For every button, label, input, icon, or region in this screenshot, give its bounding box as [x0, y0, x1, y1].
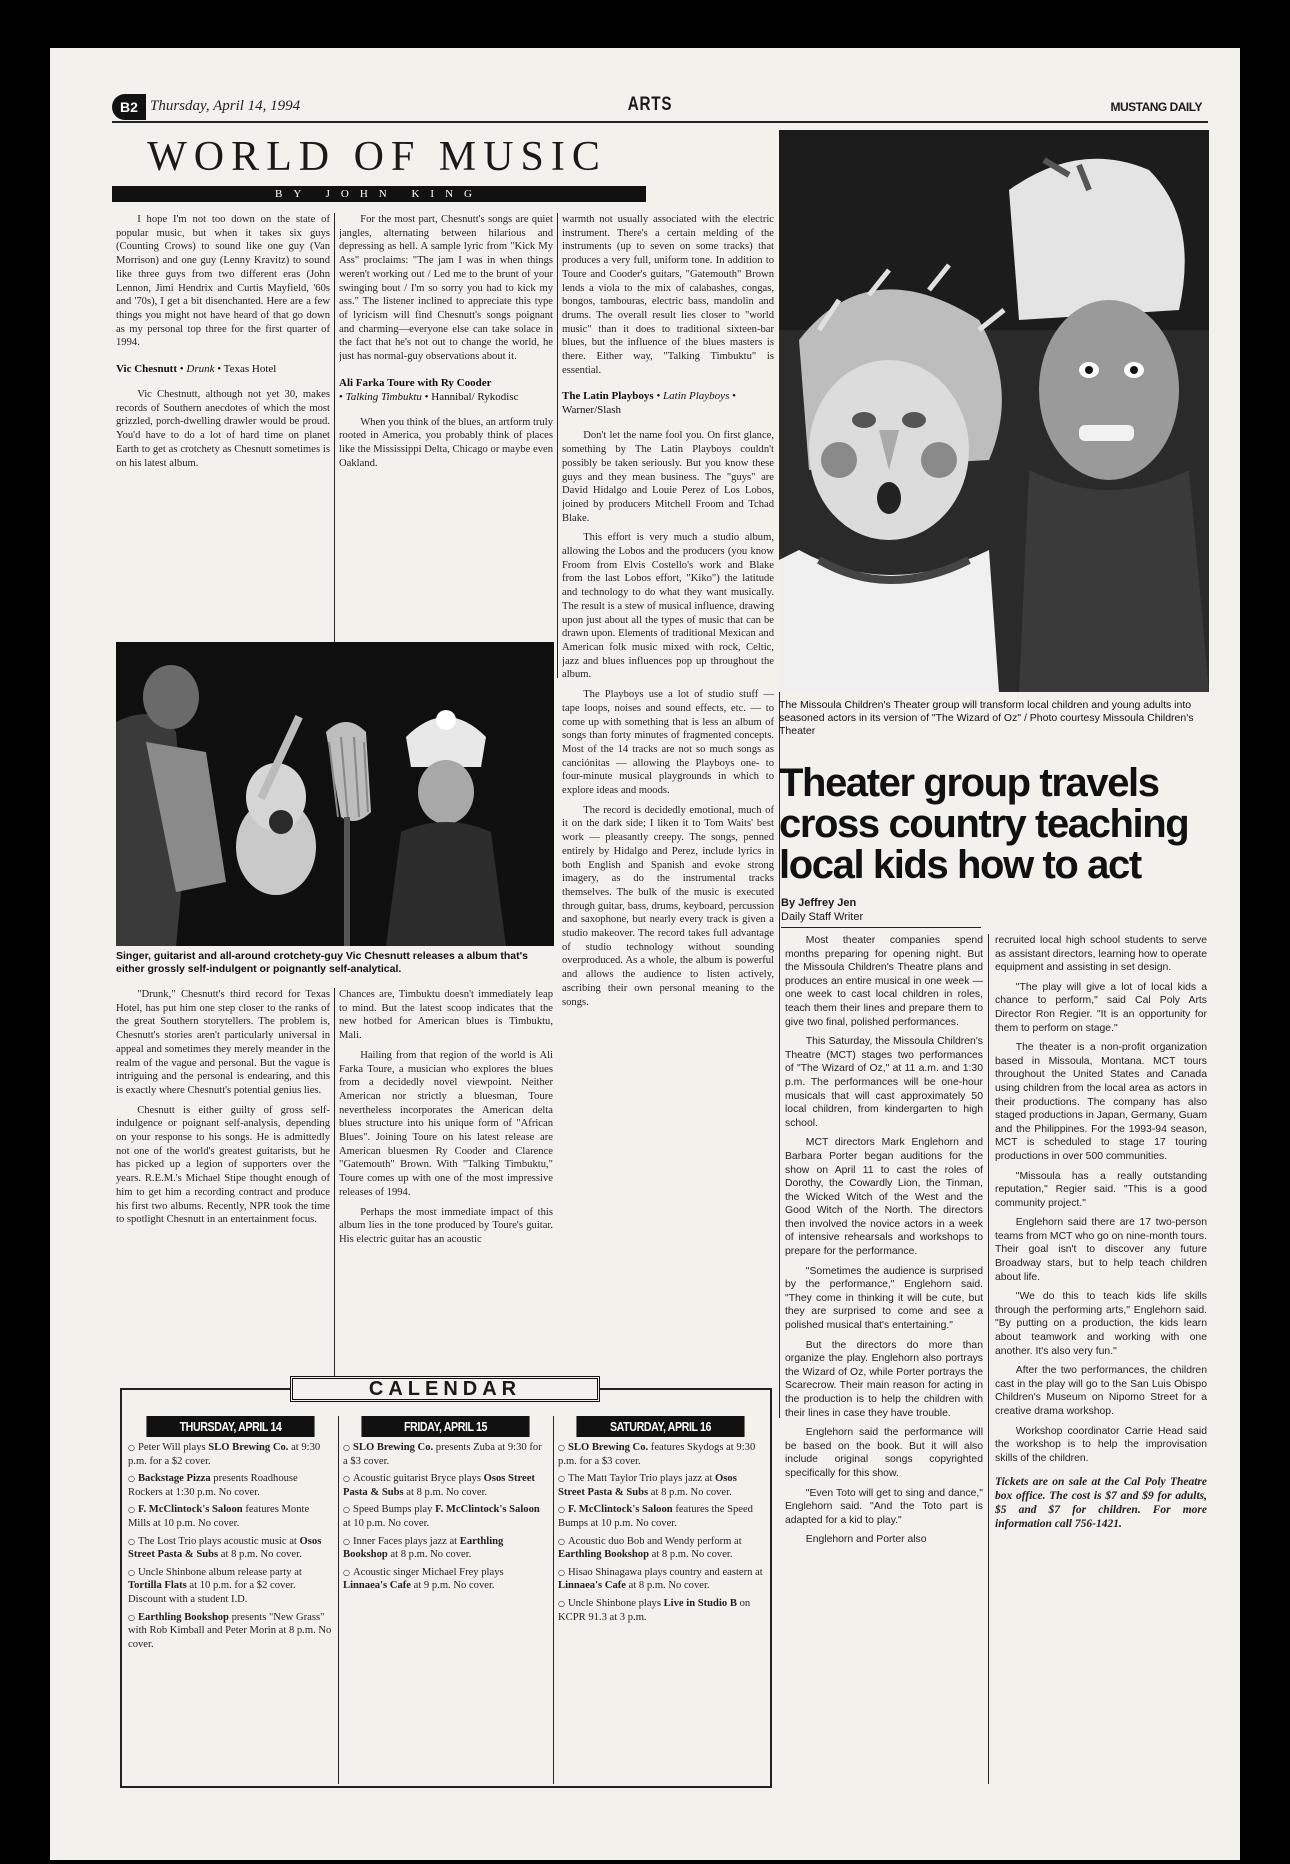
listing-pre: Acoustic singer Michael Frey plays	[352, 1566, 504, 1578]
column-rule	[557, 213, 558, 678]
body-paragraph: warmth not usually associated with the electric instrument. There's a certain melding of the instruments (up to seven on some tracks) that produces a very full, uniform tone. In addition to Toure and Cooder's guitars, "Gatemouth" Brown lends a viola to the mix of calabashes, congas, bongos, tambouras, electric bass, mandolin and drums. The overall result lies closer to "world music" than it does to traditional sixteen-bar blues, but the influence of the blues masters is there. Either way, "Talking Timbuktu" is essential.	[562, 214, 774, 376]
listing-post: features Skydogs at 9:30 p.m. for a $3 cover.	[558, 1442, 756, 1467]
calendar-day-heading: SATURDAY, APRIL 16	[576, 1416, 744, 1437]
calendar-day-heading: FRIDAY, APRIL 15	[361, 1416, 529, 1437]
listing-venue: Earthling Bookshop	[558, 1549, 649, 1561]
theater-byline	[781, 896, 981, 924]
review-heading: Vic Chesnutt • Drunk • Texas Hotel	[116, 363, 277, 376]
listing-venue: F. McClintock's Saloon	[567, 1504, 673, 1516]
listing-post: presents "New Grass" with Rob Kimball and Peter Morin at 8 p.m. No cover.	[128, 1611, 332, 1650]
bullet-icon: ○	[343, 1567, 350, 1577]
calendar-day-saturday	[558, 1416, 763, 1784]
calendar-listing	[558, 1472, 763, 1499]
listing-post: at 8 p.m. No cover.	[403, 1486, 488, 1498]
review-artist: Ali Farka Toure with Ry Cooder	[339, 376, 492, 389]
body-paragraph: Englehorn said there are 17 two-person teams from MCT who go on nine-month tours. Their goal isn't to discover any future Broadway stars, but to help teach children about life.	[995, 1217, 1207, 1283]
ticket-info: Tickets are on sale at the Cal Poly Theatre box office. The cost is $7 and $9 for adults, $5 and $7 for children. For more information call 756-1421.	[995, 1476, 1207, 1531]
calendar-listing	[558, 1566, 763, 1593]
body-paragraph: The theater is a non-profit organization based in Missoula, Montana. MCT tours throughout the United States and Canada using children from the local area as actors in their productions. The company has also staged productions in Japan, Germany, Guam and the Philippines. For the 1993-94 season, MCT is scheduled to stage 17 touring productions in over 500 communities.	[995, 1042, 1207, 1162]
calendar-listing	[128, 1441, 333, 1468]
listing-post: at 10 p.m. No cover.	[343, 1517, 430, 1529]
body-paragraph: Chesnutt is either guilty of gross self-indulgence or poignant self-analysis, depending on your response to his songs. He is admittedly not one of the world's greatest guitarists, but he has picked up a legion of supporters over the years. R.E.M.'s Michael Stipe thought enough of him to get him a recording contract and produce his first two albums. Recently, NPR took the time to spotlight Chesnutt in an entertainment focus.	[116, 1104, 330, 1226]
review-album: Latin Playboys	[663, 390, 730, 403]
review-label: Texas Hotel	[223, 363, 277, 376]
body-paragraph: After the two performances, the children cast in the play will go to the San Luis Obispo Children's Museum on Nipomo Street for a creative drama workshop.	[995, 1365, 1207, 1417]
bullet-icon: ○	[128, 1612, 135, 1622]
review-album: Talking Timbuktu	[345, 390, 422, 403]
article-title: WORLD OF MUSIC	[147, 134, 607, 180]
listing-post: presents Zuba at 9:30 for a $3 cover.	[343, 1442, 542, 1467]
calendar-listing	[558, 1597, 763, 1624]
theater-column-1	[785, 934, 983, 1794]
body-paragraph: "Missoula has a really outstanding reputation," Regier said. "This is a good community project."	[995, 1170, 1207, 1209]
review-artist: Vic Chesnutt	[116, 363, 178, 376]
listing-venue: F. McClintock's Saloon	[137, 1504, 243, 1516]
listing-pre: The Lost Trio plays acoustic music at	[137, 1535, 300, 1547]
listing-post: at 10 p.m. for a $2 cover. Discount with a student I.D.	[128, 1580, 296, 1605]
wom-lower-column-2	[339, 988, 553, 1424]
listing-venue: Live in Studio B	[663, 1597, 737, 1609]
listing-post: at 8 p.m. No cover.	[625, 1580, 710, 1592]
listing-post: at 9 p.m. No cover.	[410, 1580, 495, 1592]
bullet-icon: ○	[128, 1443, 135, 1452]
body-paragraph: I hope I'm not too down on the state of popular music, but when it takes six guys (Counting Crows) to sound like one guy (Van Morrison) and one guy (Lenny Kravitz) to sound like three guys from two different eras (John Lennon, Jimi Hendrix and Curtis Mayfield, '60s and '70s), I get a bit disenchanted. Here are a few things you might not have heard of that go down as my personal top three for the first quarter of 1994.	[116, 214, 330, 349]
bullet-icon: ○	[128, 1474, 135, 1484]
bullet-icon: ○	[558, 1536, 565, 1546]
calendar-day-thursday	[128, 1416, 333, 1784]
listing-post: on KCPR 91.3 at 3 p.m.	[558, 1597, 751, 1623]
body-paragraph: recruited local high school students to serve as assistant directors, learning how to operate equipment and assisting in set design.	[995, 935, 1207, 974]
listing-venue: SLO Brewing Co.	[208, 1442, 289, 1453]
bullet-icon: ○	[128, 1505, 135, 1515]
calendar-listing	[128, 1472, 333, 1499]
calendar-day-heading: THURSDAY, APRIL 14	[146, 1416, 314, 1437]
body-paragraph: This Saturday, the Missoula Children's Theatre (MCT) stages two performances of "The Wizard of Oz," at 11 a.m. and 1:30 p.m. The performances will be one-hour musicals that will cast approximately 50 local children, from kindergarten to high school.	[785, 1036, 983, 1129]
theater-column-2	[995, 934, 1207, 1794]
byline-title: Daily Staff Writer	[781, 911, 864, 923]
listing-pre: Hisao Shinagawa plays country and eastern at	[567, 1566, 763, 1578]
listing-pre: The Matt Taylor Trio plays jazz at	[567, 1473, 716, 1485]
column-rule	[334, 213, 335, 678]
column-rule	[334, 988, 335, 1422]
bullet-icon: ○	[128, 1567, 135, 1577]
wom-lower-column-1	[116, 988, 330, 1424]
calendar-listing	[558, 1441, 763, 1468]
listing-pre: Speed Bumps play	[352, 1504, 436, 1516]
page-number-badge	[112, 94, 146, 120]
calendar-listing	[343, 1503, 548, 1530]
body-paragraph: This effort is very much a studio album, allowing the Lobos and the producers (you know Froom from Elvis Costello's work and Blake from the last Lobos effort, "Kiko") the latitude and technology to do what they want musically. The result is a stew of musical influence, drawing upon just about all the types of music that can be drawn upon. Elements of traditional Mexican and American folk music mixed with rock, Celtic, jazz and blues influences pop up throughout the album.	[562, 532, 774, 681]
bullet-icon: ○	[128, 1536, 135, 1546]
listing-pre: Acoustic guitarist Bryce plays	[352, 1473, 484, 1485]
listing-pre: Uncle Shinbone plays	[567, 1597, 664, 1609]
calendar-listing	[558, 1535, 763, 1562]
masthead-rule	[112, 121, 1208, 123]
listing-venue: Backstage Pizza	[137, 1473, 211, 1485]
listing-post: at 8 p.m. No cover.	[218, 1549, 302, 1561]
calendar-listing	[128, 1503, 333, 1530]
listing-venue: F. McClintock's Saloon	[435, 1504, 540, 1516]
bullet-icon: ○	[558, 1443, 565, 1452]
body-paragraph: The record is decidedly emotional, much of it on the dark side; I liken it to Tom Waits' best work — pleasantly creepy. The songs, penned entirely by Hidalgo and Perez, include lyrics in both English and Spanish and evoke strong imagery, as do the instrumental tracks themselves. The bulk of the music is executed through guitar, bass, drums, keyboard, percussion and saxophone, but nearly every track is given a studio makeover. The record takes full advantage of studio technology without sounding overproduced. As a whole, the album is powerful and allows the audience to listen actively, ascribing their own personal meaning to the songs.	[562, 804, 774, 1008]
chesnutt-photo-caption: Singer, guitarist and all-around crotchety-guy Vic Chesnutt releases a album that's either grossly self-indulgent or poignantly self-analytical.	[116, 950, 528, 975]
body-paragraph: Hailing from that region of the world is Ali Farka Toure, a musician who explores the blues from a decidedly novel viewpoint. Neither American nor strictly a bluesman, Toure nevertheless incorporates the American delta blues structure into his unique form of "African Blues". Joining Toure on his latest release are American bluesmen Ry Cooder and Clarence "Gatemouth" Brown. With "Talking Timbuktu," Toure comes up with one of the most impressive releases of 1994.	[339, 1049, 553, 1198]
byline-name: By Jeffrey Jen	[781, 897, 857, 909]
calendar-divider	[553, 1416, 554, 1784]
bullet-icon: ○	[343, 1474, 350, 1484]
calendar-listing	[128, 1566, 333, 1607]
body-paragraph: "We do this to teach kids life skills through the performing arts," Englehorn said. "By putting on a production, the kids learn about teamwork and working with one another. It's also very fun."	[995, 1291, 1207, 1357]
paper-name: MUSTANG DAILY	[1110, 100, 1202, 114]
listing-venue: Linnaea's Cafe	[343, 1580, 411, 1592]
calendar-listing	[558, 1503, 763, 1530]
calendar-listing	[128, 1611, 333, 1652]
column-rule	[988, 934, 989, 1784]
body-paragraph: "Even Toto will get to sing and dance," Englehorn said. "And the Toto part is adapted for a kid to play."	[785, 1487, 983, 1526]
wom-column-3	[562, 213, 774, 1420]
listing-post: features the Speed Bumps at 10 p.m. No cover.	[558, 1504, 753, 1529]
wom-column-2	[339, 213, 553, 680]
newspaper-page	[50, 48, 1240, 1860]
listing-venue: Linnaea's Cafe	[558, 1580, 626, 1592]
theater-headline: Theater group travels cross country teaching local kids how to act	[779, 761, 1189, 887]
review-artist: The Latin Playboys	[562, 390, 654, 403]
calendar-listing	[343, 1441, 548, 1468]
body-paragraph: MCT directors Mark Englehorn and Barbara Porter began auditions for the show on April 11 to cast the roles of Dorothy, the Cowardly Lion, the Tinman, the Wicked Witch of the West and the Good Witch of the North. The directors then involved the novice actors in a week of intensive rehearsals and workshops to prepare for the performance.	[785, 1137, 983, 1258]
byline-rule	[781, 927, 981, 928]
calendar-listing	[343, 1566, 548, 1593]
calendar-listing	[343, 1535, 548, 1562]
calendar-divider	[338, 1416, 339, 1784]
photo-illustration	[116, 642, 554, 946]
body-paragraph: Don't let the name fool you. On first glance, something by The Latin Playboys couldn't possibly be taken seriously. But you know these guys and they mean business. The "guys" are David Hidalgo and Louie Perez of Los Lobos, joined by producers Mitchell Froom and Tchad Blake.	[562, 430, 774, 524]
body-paragraph: Workshop coordinator Carrie Head said the workshop is to help the improvisation skills of the children.	[995, 1425, 1207, 1464]
listing-venue: Osos Street Pasta & Subs	[343, 1473, 535, 1498]
listing-venue: Osos Street Pasta & Subs	[128, 1535, 322, 1561]
calendar-title-bar	[290, 1376, 600, 1402]
review-heading: The Latin Playboys • Latin Playboys • Warner/Slash	[562, 390, 736, 417]
calendar-listing	[128, 1535, 333, 1562]
listing-venue: Earthling Bookshop	[137, 1611, 229, 1623]
review-label: Warner/Slash	[562, 404, 621, 417]
bullet-icon: ○	[558, 1598, 565, 1608]
body-paragraph: "Sometimes the audience is surprised by the performance," Englehorn said. "They come in thinking it will be cute, but they are surprised to come and see a polished musical that's entertaining."	[785, 1265, 983, 1332]
listing-pre: Inner Faces plays jazz at	[352, 1535, 460, 1547]
bullet-icon: ○	[558, 1567, 565, 1577]
listing-post: at 9:30 p.m. for a $2 cover.	[128, 1442, 321, 1467]
article-byline: BY JOHN KING	[275, 188, 483, 200]
listing-post: at 8 p.m. No cover.	[648, 1486, 732, 1498]
review-heading: Ali Farka Toure with Ry Cooder • Talking Timbuktu • Hannibal/ Rykodisc	[339, 376, 519, 403]
theater-photo-caption: The Missoula Children's Theater group will transform local children and young adults into seasoned actors in its version of "The Wizard of Oz" / Photo courtesy Missoula Children's Theater	[779, 699, 1194, 737]
listing-pre: Uncle Shinbone album release party at	[137, 1566, 302, 1578]
listing-post: at 8 p.m. No cover.	[648, 1549, 733, 1561]
listing-venue: Osos Street Pasta & Subs	[558, 1473, 737, 1498]
body-paragraph: "The play will give a lot of local kids a chance to perform," said Cal Poly Arts Director Ron Regier. "It is an opportunity for them to perform on stage."	[995, 981, 1207, 1034]
listing-post: presents Roadhouse Rockers at 1:30 p.m. No cover.	[128, 1473, 298, 1498]
bullet-icon: ○	[343, 1443, 350, 1452]
listing-post: features Monte Mills at 10 p.m. No cover.	[128, 1504, 310, 1529]
calendar-day-friday	[343, 1416, 548, 1784]
body-paragraph: "Drunk," Chesnutt's third record for Texas Hotel, has put him one step closer to the ranks of the great Southern storytellers. The problem is, Chesnutt's stories aren't particularly universal in appeal and sometimes they merely meander in the realm of the vague and personal. But the vague is intriguing and the personal is endearing, and this is exactly where Chesnutt's potential genius lies.	[116, 989, 330, 1096]
body-paragraph: Vic Chestnutt, although not yet 30, makes records of Southern anecdotes of which the most grizzled, porch-dwelling drawler would be proud. You'd have to do a lot of hard time on planet Earth to get as crotchety as Chesnutt sometimes is on his latest album.	[116, 389, 330, 469]
issue-date: Thursday, April 14, 1994	[150, 98, 301, 114]
calendar-title: CALENDAR	[368, 1378, 522, 1400]
listing-venue: Earthling Bookshop	[343, 1535, 504, 1561]
bullet-icon: ○	[558, 1474, 565, 1484]
page-number: B2	[120, 99, 138, 115]
body-paragraph: The Playboys use a lot of studio stuff — tape loops, noises and sound effects, etc. — to come up with something that is less an album of songs than forty minutes of fragmented concepts. Most of the 14 tracks are not so much songs as canciónitas — allowing the Playboys one- to four-minute musical playgrounds in which to explore ideas and moods.	[562, 689, 774, 797]
bullet-icon: ○	[343, 1505, 350, 1515]
listing-pre: Peter Will plays	[137, 1442, 209, 1453]
body-paragraph: Chances are, Timbuktu doesn't immediately leap to mind. But the latest scoop indicates that the new hotbed for American blues is Timbuktu, Mali.	[339, 989, 553, 1042]
body-paragraph: Most theater companies spend months preparing for opening night. But the Missoula Children's Theatre plans and produces an entire musical in one week — one week to cast local children in roles, teach them their lines and prepare them to give two final, polished performances.	[785, 935, 983, 1028]
body-paragraph: For the most part, Chesnutt's songs are quiet jangles, alternating between hilarious and depressing as hell. A sample lyric from "Kick My Ass" proclaims: "The jam I was in when things weren't working out / Led me to the brunt of your swinging bout / I'm so sorry you had to kick my ass." The listener inclined to appreciate this type of lyricism will find Chesnutt's songs poignant and charming—everyone else can take solace in the fact that he's not out to change the world, he just has normal-guy observations about it.	[339, 214, 553, 363]
body-paragraph: Englehorn and Porter also	[805, 1534, 927, 1546]
bullet-icon: ○	[343, 1536, 350, 1546]
photo-illustration	[779, 130, 1209, 692]
review-label: Hannibal/ Rykodisc	[431, 390, 519, 403]
listing-pre: Acoustic duo Bob and Wendy perform at	[567, 1535, 742, 1547]
review-album: Drunk	[186, 363, 215, 376]
listing-post: at 8 p.m. No cover.	[387, 1549, 472, 1561]
calendar-listing	[343, 1472, 548, 1499]
wom-column-1	[116, 213, 330, 680]
body-paragraph: But the directors do more than organize the play. Englehorn also portrays the Wizard of Oz, while Porter portrays the Scarecrow. Their main reason for acting in the production is to help the children with their lines in case they have trouble.	[785, 1339, 983, 1419]
chesnutt-photo	[116, 642, 554, 946]
section-label: ARTS	[627, 94, 673, 115]
bullet-icon: ○	[558, 1505, 565, 1515]
body-paragraph: When you think of the blues, an artform truly rooted in America, you probably think of places like the Mississippi Delta, Chicago or maybe even Oakland.	[339, 416, 553, 469]
listing-venue: Tortilla Flats	[128, 1580, 187, 1592]
body-paragraph: Perhaps the most immediate impact of this album lies in the tone produced by Toure's guitar. His electric guitar has an acoustic	[339, 1206, 553, 1245]
body-paragraph: Englehorn said the performance will be based on the book. But it will also include original songs copyrighted specifically for this show.	[785, 1427, 983, 1479]
listing-venue: SLO Brewing Co.	[567, 1442, 649, 1453]
listing-venue: SLO Brewing Co.	[352, 1442, 434, 1453]
theater-photo	[779, 130, 1209, 692]
